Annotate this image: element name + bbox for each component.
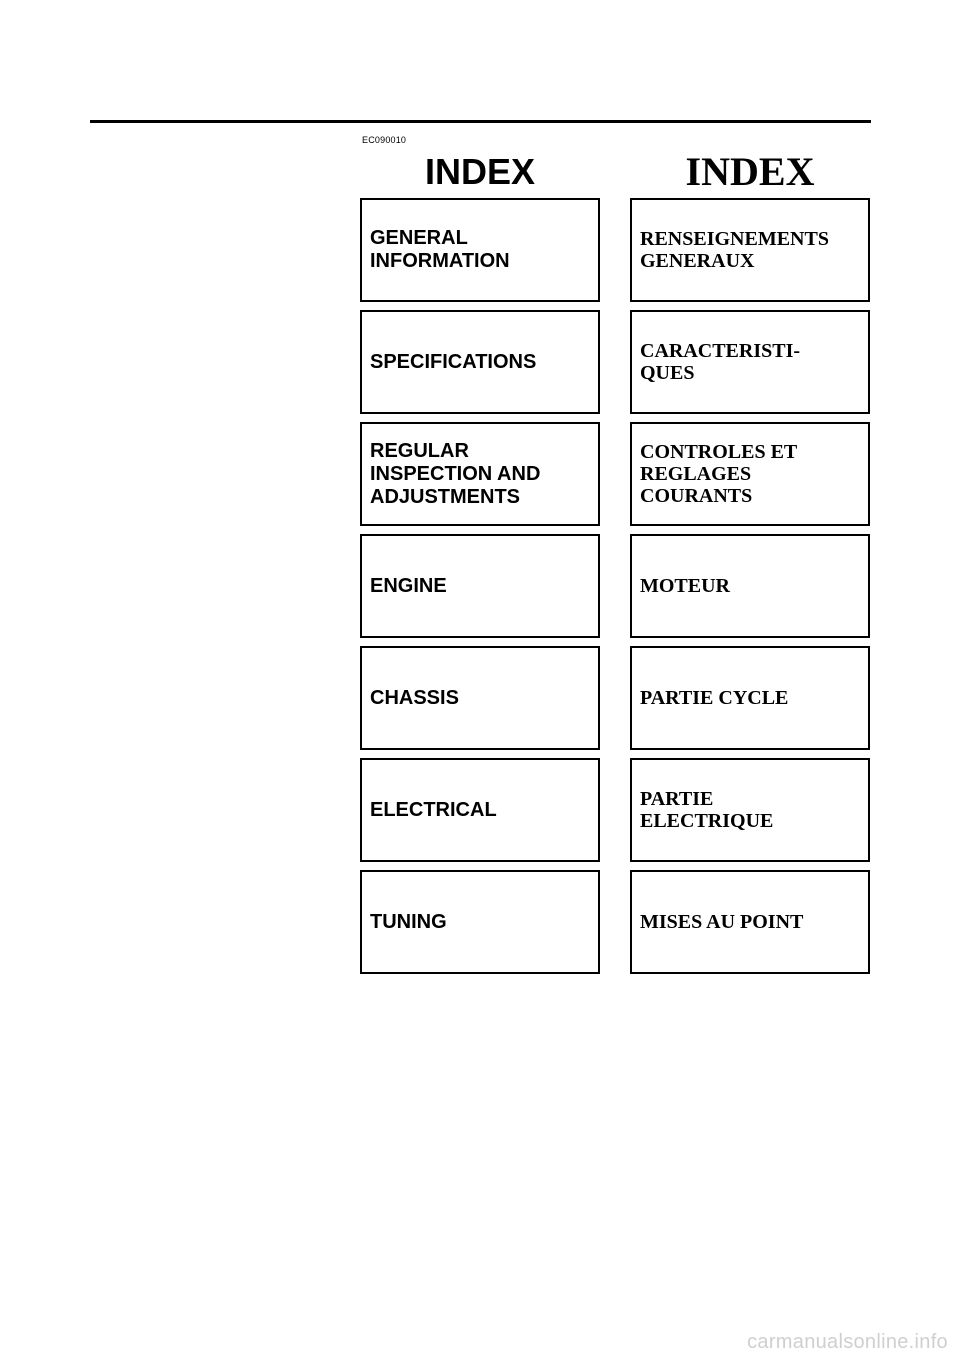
- section-renseignements-generaux[interactable]: [630, 198, 870, 302]
- section-label: REGULAR INSPECTION AND ADJUSTMENTS: [370, 439, 541, 508]
- section-label: CARACTERISTI- QUES: [640, 340, 801, 384]
- index-title-french: INDEX: [685, 149, 815, 194]
- section-label: SPECIFICATIONS: [370, 350, 537, 373]
- section-label: PARTIE ELECTRIQUE: [640, 788, 774, 832]
- section-specifications[interactable]: [360, 310, 600, 414]
- section-mises-au-point[interactable]: [630, 870, 870, 974]
- section-partie-cycle[interactable]: [630, 646, 870, 750]
- section-label: CONTROLES ET REGLAGES COURANTS: [640, 441, 798, 507]
- french-section-list: [630, 198, 870, 982]
- section-tuning[interactable]: [360, 870, 600, 974]
- section-label: CHASSIS: [370, 686, 459, 709]
- section-electrical[interactable]: [360, 758, 600, 862]
- section-moteur[interactable]: [630, 534, 870, 638]
- watermark: carmanualsonline.info: [747, 1331, 948, 1353]
- index-title-english: INDEX: [424, 151, 536, 192]
- section-engine[interactable]: [360, 534, 600, 638]
- section-label: MOTEUR: [640, 575, 730, 597]
- section-label: GENERAL INFORMATION: [370, 227, 510, 272]
- section-chassis[interactable]: [360, 646, 600, 750]
- english-section-list: [360, 198, 600, 982]
- section-partie-electrique[interactable]: [630, 758, 870, 862]
- section-label: ELECTRICAL: [370, 798, 497, 821]
- section-general-information[interactable]: [360, 198, 600, 302]
- section-label: ENGINE: [370, 574, 447, 597]
- header-rule: [90, 120, 871, 123]
- section-caracteristiques[interactable]: [630, 310, 870, 414]
- section-label: PARTIE CYCLE: [640, 687, 789, 709]
- section-label: MISES AU POINT: [640, 911, 804, 933]
- section-controles-reglages[interactable]: [630, 422, 870, 526]
- section-label: RENSEIGNEMENTS GENERAUX: [640, 228, 829, 272]
- section-regular-inspection[interactable]: [360, 422, 600, 526]
- document-code: EC090010: [362, 135, 407, 145]
- section-label: TUNING: [370, 910, 447, 933]
